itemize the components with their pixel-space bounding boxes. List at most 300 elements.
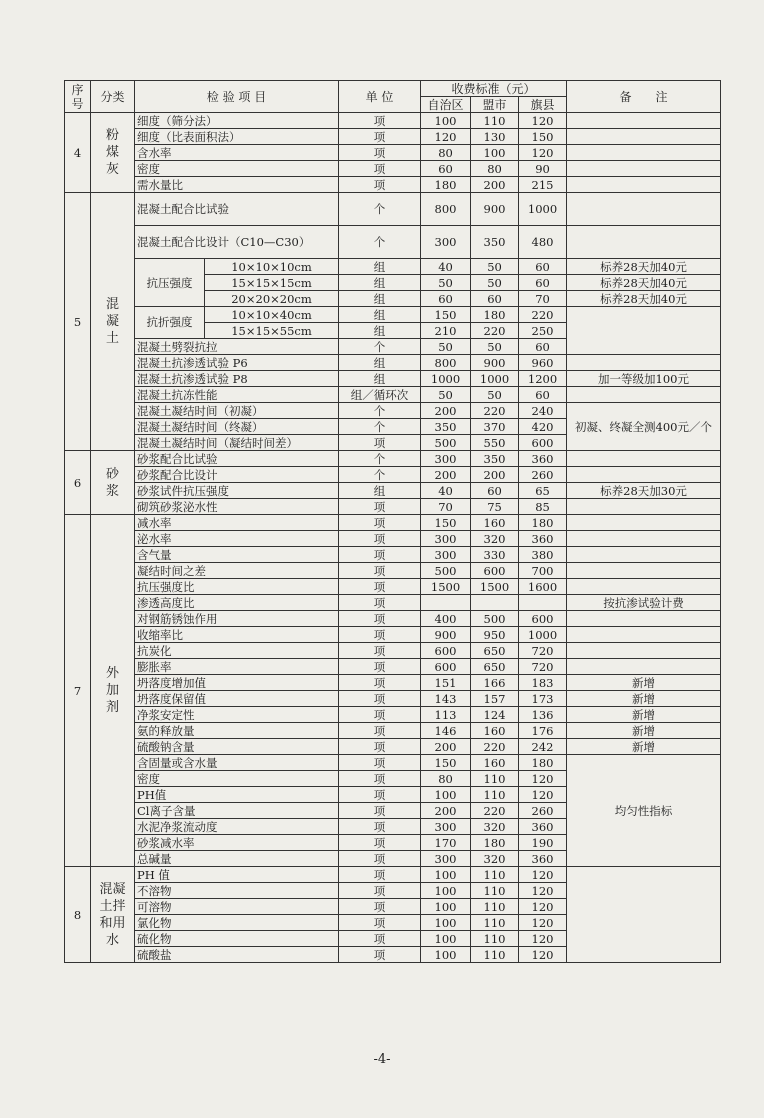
price-county: 60 bbox=[519, 339, 567, 355]
price-region: 80 bbox=[421, 145, 471, 161]
item-unit: 个 bbox=[339, 403, 421, 419]
price-region: 50 bbox=[421, 339, 471, 355]
item-name: 水泥净浆流动度 bbox=[135, 819, 339, 835]
table-row bbox=[65, 451, 721, 467]
price-county: 120 bbox=[519, 931, 567, 947]
price-county: 120 bbox=[519, 113, 567, 129]
item-unit: 项 bbox=[339, 627, 421, 643]
price-league: 110 bbox=[471, 899, 519, 915]
remark-cell bbox=[567, 579, 721, 595]
price-county: 360 bbox=[519, 451, 567, 467]
price-county: 120 bbox=[519, 771, 567, 787]
item-unit: 项 bbox=[339, 531, 421, 547]
item-unit: 项 bbox=[339, 835, 421, 851]
item-name: 混凝土抗冻性能 bbox=[135, 387, 339, 403]
category-char: 外 bbox=[105, 666, 119, 681]
item-name: PH值 bbox=[135, 787, 339, 803]
item-name: 膨胀率 bbox=[135, 659, 339, 675]
item-unit: 项 bbox=[339, 177, 421, 193]
price-region: 60 bbox=[421, 161, 471, 177]
remark-cell bbox=[567, 499, 721, 515]
remark-cell bbox=[567, 467, 721, 483]
price-region: 100 bbox=[421, 883, 471, 899]
price-league: 100 bbox=[471, 145, 519, 161]
item-name: 渗透高度比 bbox=[135, 595, 339, 611]
table-row bbox=[65, 547, 721, 563]
price-league: 166 bbox=[471, 675, 519, 691]
price-county: 120 bbox=[519, 787, 567, 803]
price-league: 320 bbox=[471, 851, 519, 867]
table-row bbox=[65, 483, 721, 499]
item-unit: 项 bbox=[339, 883, 421, 899]
item-unit: 组／循环次 bbox=[339, 387, 421, 403]
price-county: 65 bbox=[519, 483, 567, 499]
item-unit: 项 bbox=[339, 113, 421, 129]
item-unit: 项 bbox=[339, 547, 421, 563]
price-region: 500 bbox=[421, 435, 471, 451]
remark-cell bbox=[567, 547, 721, 563]
price-league: 110 bbox=[471, 947, 519, 963]
table-row bbox=[65, 595, 721, 611]
item-name: 含固量或含水量 bbox=[135, 755, 339, 771]
item-name: 总碱量 bbox=[135, 851, 339, 867]
price-region: 100 bbox=[421, 931, 471, 947]
price-region: 100 bbox=[421, 899, 471, 915]
item-unit: 项 bbox=[339, 803, 421, 819]
price-league: 330 bbox=[471, 547, 519, 563]
item-unit: 项 bbox=[339, 563, 421, 579]
price-league: 900 bbox=[471, 193, 519, 226]
group-seq: 4 bbox=[65, 113, 91, 193]
group-category bbox=[91, 867, 135, 963]
price-county: 120 bbox=[519, 947, 567, 963]
table-row bbox=[65, 755, 721, 771]
price-region: 50 bbox=[421, 275, 471, 291]
table-row bbox=[65, 193, 721, 226]
table-row bbox=[65, 113, 721, 129]
price-county bbox=[519, 595, 567, 611]
price-county: 360 bbox=[519, 531, 567, 547]
price-league: 350 bbox=[471, 451, 519, 467]
price-region: 80 bbox=[421, 771, 471, 787]
price-league: 220 bbox=[471, 323, 519, 339]
item-unit: 个 bbox=[339, 451, 421, 467]
price-county: 120 bbox=[519, 867, 567, 883]
remark-cell bbox=[567, 193, 721, 226]
item-unit: 个 bbox=[339, 467, 421, 483]
table-row bbox=[65, 531, 721, 547]
price-county: 60 bbox=[519, 387, 567, 403]
price-region: 300 bbox=[421, 451, 471, 467]
price-region: 1500 bbox=[421, 579, 471, 595]
header-region: 自治区 bbox=[421, 97, 471, 113]
remark-cell: 标养28天加40元 bbox=[567, 259, 721, 275]
item-unit: 个 bbox=[339, 226, 421, 259]
table-row bbox=[65, 259, 721, 275]
item-unit: 项 bbox=[339, 947, 421, 963]
remark-cell: 新增 bbox=[567, 723, 721, 739]
price-league: 60 bbox=[471, 483, 519, 499]
specimen-size: 10×10×40cm bbox=[205, 307, 339, 323]
price-county: 70 bbox=[519, 291, 567, 307]
item-unit: 项 bbox=[339, 579, 421, 595]
category-char: 浆 bbox=[105, 483, 119, 499]
price-league: 600 bbox=[471, 563, 519, 579]
table-row bbox=[65, 707, 721, 723]
price-county: 90 bbox=[519, 161, 567, 177]
price-league: 500 bbox=[471, 611, 519, 627]
price-county: 85 bbox=[519, 499, 567, 515]
price-region: 200 bbox=[421, 467, 471, 483]
item-unit: 项 bbox=[339, 435, 421, 451]
item-name: 不溶物 bbox=[135, 883, 339, 899]
category-char: 土拌 bbox=[99, 898, 126, 914]
price-region: 900 bbox=[421, 627, 471, 643]
price-league: 220 bbox=[471, 739, 519, 755]
table-header-row bbox=[65, 81, 721, 97]
price-region: 600 bbox=[421, 643, 471, 659]
category-char: 土 bbox=[105, 331, 119, 346]
remark-cell: 新增 bbox=[567, 739, 721, 755]
table-row bbox=[65, 675, 721, 691]
price-league: 180 bbox=[471, 307, 519, 323]
price-league: 110 bbox=[471, 883, 519, 899]
price-league: 950 bbox=[471, 627, 519, 643]
item-name: 抗压强度比 bbox=[135, 579, 339, 595]
table-row bbox=[65, 145, 721, 161]
price-league: 220 bbox=[471, 803, 519, 819]
price-county: 180 bbox=[519, 755, 567, 771]
item-name: 砂浆配合比试验 bbox=[135, 451, 339, 467]
remark-cell bbox=[567, 531, 721, 547]
remark-cell bbox=[567, 515, 721, 531]
price-county: 120 bbox=[519, 915, 567, 931]
group-seq: 8 bbox=[65, 867, 91, 963]
price-league: 1500 bbox=[471, 579, 519, 595]
flexural-label: 抗折强度 bbox=[135, 307, 205, 339]
price-county: 215 bbox=[519, 177, 567, 193]
item-name: 氯化物 bbox=[135, 915, 339, 931]
item-unit: 组 bbox=[339, 371, 421, 387]
remark-cell: 新增 bbox=[567, 675, 721, 691]
item-name: Cl离子含量 bbox=[135, 803, 339, 819]
table-row bbox=[65, 307, 721, 323]
table-row bbox=[65, 723, 721, 739]
remark-cell: 按抗渗试验计费 bbox=[567, 595, 721, 611]
item-unit: 个 bbox=[339, 193, 421, 226]
price-region: 800 bbox=[421, 193, 471, 226]
item-unit: 项 bbox=[339, 723, 421, 739]
price-league: 900 bbox=[471, 355, 519, 371]
price-league: 110 bbox=[471, 771, 519, 787]
remark-cell bbox=[567, 161, 721, 177]
item-name: 含气量 bbox=[135, 547, 339, 563]
item-unit: 组 bbox=[339, 355, 421, 371]
price-region: 300 bbox=[421, 547, 471, 563]
price-county: 720 bbox=[519, 659, 567, 675]
item-name: 砂浆减水率 bbox=[135, 835, 339, 851]
item-unit: 项 bbox=[339, 643, 421, 659]
item-unit: 项 bbox=[339, 707, 421, 723]
price-region: 100 bbox=[421, 867, 471, 883]
price-county: 260 bbox=[519, 803, 567, 819]
group-seq: 6 bbox=[65, 451, 91, 515]
header-remark: 备 注 bbox=[567, 81, 721, 113]
specimen-size: 15×15×55cm bbox=[205, 323, 339, 339]
price-region: 40 bbox=[421, 483, 471, 499]
category-char: 和用 bbox=[99, 915, 126, 931]
table-row bbox=[65, 691, 721, 707]
item-unit: 项 bbox=[339, 161, 421, 177]
category-char: 粉 bbox=[105, 128, 119, 143]
compressive-label: 抗压强度 bbox=[135, 259, 205, 307]
table-row bbox=[65, 867, 721, 883]
item-unit: 项 bbox=[339, 771, 421, 787]
header-seq: 序号 bbox=[65, 81, 91, 113]
price-region: 150 bbox=[421, 755, 471, 771]
price-league: 160 bbox=[471, 755, 519, 771]
table-row bbox=[65, 177, 721, 193]
table-row bbox=[65, 643, 721, 659]
price-county: 190 bbox=[519, 835, 567, 851]
remark-cell bbox=[567, 611, 721, 627]
price-county: 420 bbox=[519, 419, 567, 435]
price-county: 360 bbox=[519, 819, 567, 835]
price-region: 50 bbox=[421, 387, 471, 403]
price-region: 100 bbox=[421, 947, 471, 963]
price-county: 242 bbox=[519, 739, 567, 755]
item-unit: 项 bbox=[339, 691, 421, 707]
table-row bbox=[65, 355, 721, 371]
price-region: 180 bbox=[421, 177, 471, 193]
item-name: 砂浆配合比设计 bbox=[135, 467, 339, 483]
price-region: 500 bbox=[421, 563, 471, 579]
category-char: 凝 bbox=[105, 314, 119, 329]
price-league: 220 bbox=[471, 403, 519, 419]
price-league: 50 bbox=[471, 339, 519, 355]
price-league: 370 bbox=[471, 419, 519, 435]
price-region: 40 bbox=[421, 259, 471, 275]
price-region: 60 bbox=[421, 291, 471, 307]
price-league: 110 bbox=[471, 931, 519, 947]
item-name: 混凝土凝结时间（终凝） bbox=[135, 419, 339, 435]
item-unit: 组 bbox=[339, 275, 421, 291]
item-unit: 项 bbox=[339, 595, 421, 611]
price-region: 200 bbox=[421, 803, 471, 819]
item-unit: 项 bbox=[339, 931, 421, 947]
item-name: 凝结时间之差 bbox=[135, 563, 339, 579]
group-category bbox=[91, 515, 135, 867]
item-name: 密度 bbox=[135, 771, 339, 787]
item-unit: 项 bbox=[339, 755, 421, 771]
header-unit: 单 位 bbox=[339, 81, 421, 113]
item-name: 细度（比表面积法） bbox=[135, 129, 339, 145]
price-region: 300 bbox=[421, 531, 471, 547]
fee-table bbox=[64, 80, 721, 963]
price-county: 960 bbox=[519, 355, 567, 371]
table-row bbox=[65, 611, 721, 627]
table-row bbox=[65, 403, 721, 419]
price-county: 1000 bbox=[519, 627, 567, 643]
remark-cell bbox=[567, 129, 721, 145]
category-char: 加 bbox=[105, 683, 119, 698]
price-county: 700 bbox=[519, 563, 567, 579]
category-char: 砂 bbox=[105, 466, 119, 482]
group-category bbox=[91, 113, 135, 193]
remark-cell bbox=[567, 563, 721, 579]
item-unit: 项 bbox=[339, 611, 421, 627]
price-region bbox=[421, 595, 471, 611]
price-league: 650 bbox=[471, 659, 519, 675]
price-region: 600 bbox=[421, 659, 471, 675]
item-name: 混凝土抗渗透试验 P8 bbox=[135, 371, 339, 387]
remark-cell bbox=[567, 355, 721, 371]
price-league: 75 bbox=[471, 499, 519, 515]
price-region: 70 bbox=[421, 499, 471, 515]
price-league: 160 bbox=[471, 515, 519, 531]
price-league bbox=[471, 595, 519, 611]
table-row bbox=[65, 371, 721, 387]
price-region: 151 bbox=[421, 675, 471, 691]
price-county: 176 bbox=[519, 723, 567, 739]
item-unit: 项 bbox=[339, 867, 421, 883]
item-name: 混凝土凝结时间（凝结时间差） bbox=[135, 435, 339, 451]
header-league: 盟市 bbox=[471, 97, 519, 113]
price-league: 124 bbox=[471, 707, 519, 723]
price-county: 600 bbox=[519, 435, 567, 451]
item-unit: 项 bbox=[339, 819, 421, 835]
remark-cell bbox=[567, 643, 721, 659]
table-row bbox=[65, 387, 721, 403]
item-unit: 项 bbox=[339, 515, 421, 531]
price-league: 180 bbox=[471, 835, 519, 851]
item-name: 泌水率 bbox=[135, 531, 339, 547]
specimen-size: 15×15×15cm bbox=[205, 275, 339, 291]
price-region: 100 bbox=[421, 787, 471, 803]
item-unit: 项 bbox=[339, 851, 421, 867]
group-seq: 7 bbox=[65, 515, 91, 867]
price-league: 110 bbox=[471, 867, 519, 883]
table-row bbox=[65, 161, 721, 177]
item-unit: 组 bbox=[339, 323, 421, 339]
price-county: 60 bbox=[519, 259, 567, 275]
item-name: 需水量比 bbox=[135, 177, 339, 193]
item-name: 密度 bbox=[135, 161, 339, 177]
item-name: 硫化物 bbox=[135, 931, 339, 947]
item-name: 收缩率比 bbox=[135, 627, 339, 643]
item-name: 砂浆试件抗压强度 bbox=[135, 483, 339, 499]
remark-cell bbox=[567, 177, 721, 193]
item-name: 混凝土配合比试验 bbox=[135, 193, 339, 226]
price-county: 480 bbox=[519, 226, 567, 259]
item-name: 混凝土凝结时间（初凝） bbox=[135, 403, 339, 419]
remark-cell: 加一等级加100元 bbox=[567, 371, 721, 387]
item-unit: 项 bbox=[339, 739, 421, 755]
header-category: 分类 bbox=[91, 81, 135, 113]
item-unit: 个 bbox=[339, 419, 421, 435]
remark-cell bbox=[567, 387, 721, 403]
remark-cell: 均匀性指标 bbox=[567, 755, 721, 867]
item-unit: 项 bbox=[339, 787, 421, 803]
remark-cell: 新增 bbox=[567, 691, 721, 707]
price-region: 400 bbox=[421, 611, 471, 627]
header-county: 旗县 bbox=[519, 97, 567, 113]
price-county: 1200 bbox=[519, 371, 567, 387]
price-league: 110 bbox=[471, 915, 519, 931]
item-name: 坍落度增加值 bbox=[135, 675, 339, 691]
specimen-size: 20×20×20cm bbox=[205, 291, 339, 307]
price-county: 120 bbox=[519, 883, 567, 899]
item-name: 砌筑砂浆泌水性 bbox=[135, 499, 339, 515]
price-league: 650 bbox=[471, 643, 519, 659]
remark-cell: 标养28天加30元 bbox=[567, 483, 721, 499]
item-name: 抗炭化 bbox=[135, 643, 339, 659]
item-name: 含水率 bbox=[135, 145, 339, 161]
price-county: 250 bbox=[519, 323, 567, 339]
price-county: 60 bbox=[519, 275, 567, 291]
item-unit: 组 bbox=[339, 307, 421, 323]
price-region: 170 bbox=[421, 835, 471, 851]
price-region: 100 bbox=[421, 915, 471, 931]
item-name: 混凝土抗渗透试验 P6 bbox=[135, 355, 339, 371]
item-name: 混凝土配合比设计（C10—C30） bbox=[135, 226, 339, 259]
price-region: 300 bbox=[421, 851, 471, 867]
price-league: 200 bbox=[471, 467, 519, 483]
item-unit: 组 bbox=[339, 259, 421, 275]
price-county: 380 bbox=[519, 547, 567, 563]
price-county: 720 bbox=[519, 643, 567, 659]
table-row bbox=[65, 627, 721, 643]
price-league: 110 bbox=[471, 113, 519, 129]
remark-cell: 标养28天加40元 bbox=[567, 275, 721, 291]
category-char: 混 bbox=[105, 297, 119, 312]
price-league: 50 bbox=[471, 387, 519, 403]
table-row bbox=[65, 563, 721, 579]
item-name: 硫酸盐 bbox=[135, 947, 339, 963]
table-row bbox=[65, 226, 721, 259]
price-region: 300 bbox=[421, 226, 471, 259]
price-region: 350 bbox=[421, 419, 471, 435]
price-region: 800 bbox=[421, 355, 471, 371]
group-category bbox=[91, 451, 135, 515]
price-county: 1000 bbox=[519, 193, 567, 226]
table-row bbox=[65, 129, 721, 145]
price-league: 160 bbox=[471, 723, 519, 739]
item-unit: 项 bbox=[339, 659, 421, 675]
price-league: 550 bbox=[471, 435, 519, 451]
category-char: 混凝 bbox=[99, 881, 126, 897]
item-name: 减水率 bbox=[135, 515, 339, 531]
item-name: 混凝土劈裂抗拉 bbox=[135, 339, 339, 355]
remark-cell bbox=[567, 627, 721, 643]
header-fee-standard: 收费标准（元） bbox=[421, 81, 567, 97]
price-county: 180 bbox=[519, 515, 567, 531]
table-row bbox=[65, 739, 721, 755]
price-county: 360 bbox=[519, 851, 567, 867]
table-row bbox=[65, 515, 721, 531]
remark-cell bbox=[567, 226, 721, 259]
group-category bbox=[91, 193, 135, 451]
price-region: 200 bbox=[421, 739, 471, 755]
price-league: 50 bbox=[471, 259, 519, 275]
price-county: 240 bbox=[519, 403, 567, 419]
price-region: 300 bbox=[421, 819, 471, 835]
price-region: 1000 bbox=[421, 371, 471, 387]
price-region: 143 bbox=[421, 691, 471, 707]
price-league: 130 bbox=[471, 129, 519, 145]
price-region: 150 bbox=[421, 515, 471, 531]
price-league: 50 bbox=[471, 275, 519, 291]
